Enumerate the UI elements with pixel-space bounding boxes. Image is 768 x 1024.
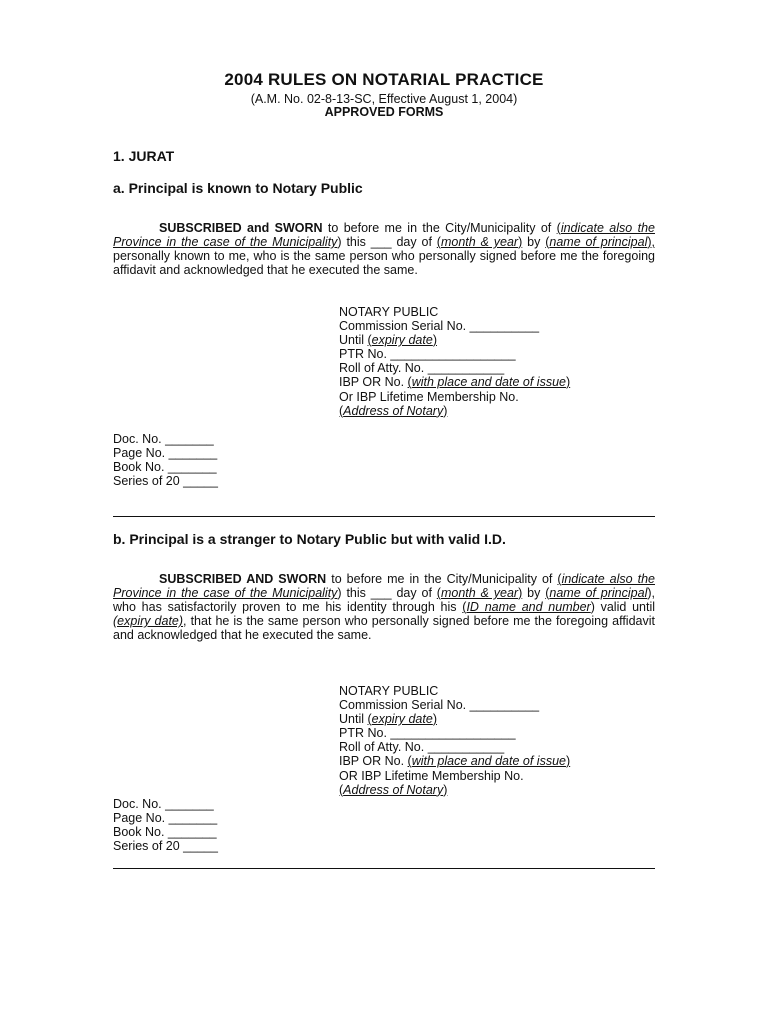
ibp-close: ) (566, 375, 571, 390)
form-b-text: ), who has satisfactorily proven to me his identity through his (113, 586, 655, 615)
series: Series of 20 _____ (113, 839, 218, 854)
form-b-placeholder-principal: name of principal (549, 586, 648, 601)
ibp-value: with place and date of issue (411, 375, 566, 390)
form-a-paragraph (113, 221, 655, 277)
document-subtitle: (A.M. No. 02-8-13-SC, Effective August 1, 2004) (250, 92, 518, 106)
form-a-text: ) this ___ day of (337, 235, 437, 250)
ibp-open: ( (407, 754, 412, 769)
until-value: expiry date (371, 712, 433, 727)
form-b-placeholder-province: indicate also the Province in the case of the Municipality (113, 572, 655, 601)
until-line (339, 712, 570, 726)
form-b-text: , that he is the same person who personally signed before me the foregoing affidavit and acknowledged that he executed the same. (113, 614, 655, 643)
form-b-subscribed: SUBSCRIBED AND SWORN (159, 572, 327, 586)
page-number: Page No. _______ (113, 446, 218, 461)
book-number: Book No. _______ (113, 825, 217, 840)
form-a-text: ( (556, 221, 561, 235)
form-a-text: to before me in the City/Municipality of (322, 221, 557, 235)
form-b-paragraph (113, 572, 655, 642)
roll-of-atty: Roll of Atty. No. ___________ (339, 361, 505, 376)
form-a-heading: a. Principal is known to Notary Public (113, 180, 363, 196)
ibp-label: IBP OR No. (339, 754, 408, 769)
form-a-text: ( (436, 235, 441, 250)
commission-serial: Commission Serial No. __________ (339, 319, 540, 334)
form-b-placeholder-expiry: (expiry date) (113, 614, 184, 629)
divider-rule (113, 516, 655, 517)
until-close: ) (432, 333, 437, 348)
ibp-line (339, 375, 570, 389)
form-a-subscribed: SUBSCRIBED and SWORN (159, 221, 323, 235)
ptr-number: PTR No. __________________ (339, 347, 516, 362)
form-a-placeholder-principal: name of principal (549, 235, 648, 250)
until-label: Until (339, 712, 368, 727)
form-a-placeholder-province: indicate also the Province in the case of the Municipality (113, 221, 655, 250)
form-a-text: ) (518, 235, 523, 250)
form-a-text: personally known to me, who is the same person who personally signed before me the foregoing affidavit and acknowledged that he executed the same. (113, 249, 655, 278)
doc-number: Doc. No. _______ (113, 432, 214, 446)
form-b-text: by (522, 586, 546, 601)
ibp-open: ( (407, 375, 412, 390)
book-number: Book No. _______ (113, 460, 217, 475)
section-heading-jurat: 1. JURAT (113, 148, 175, 164)
until-value: expiry date (371, 333, 433, 348)
form-b-text: ) valid until (590, 600, 655, 615)
roll-of-atty: Roll of Atty. No. ___________ (339, 740, 505, 755)
form-b-text: ) (518, 586, 523, 601)
until-close: ) (432, 712, 437, 727)
form-a-doc-block (113, 432, 218, 488)
divider-rule-bottom (113, 868, 655, 869)
form-a-text: ( (545, 235, 550, 250)
address-line (339, 783, 570, 797)
addr-close: ) (443, 782, 448, 797)
notary-title: NOTARY PUBLIC (339, 305, 439, 319)
address-line (339, 404, 570, 418)
addr-close: ) (443, 403, 448, 418)
page-number: Page No. _______ (113, 811, 218, 826)
form-a-placeholder-month-year: month & year (440, 235, 519, 250)
until-open: ( (367, 712, 372, 727)
ibp-value: with place and date of issue (411, 754, 566, 769)
form-b-doc-block (113, 797, 218, 853)
ibp-lifetime: OR IBP Lifetime Membership No. (339, 768, 524, 783)
form-a-notary-block (339, 305, 570, 418)
form-b-text: ( (436, 586, 441, 601)
form-b-heading: b. Principal is a stranger to Notary Public but with valid I.D. (113, 531, 506, 547)
until-line (339, 333, 570, 347)
form-a-text: by (522, 235, 546, 250)
form-b-text: ( (462, 600, 467, 615)
form-b-placeholder-month-year: month & year (440, 586, 519, 601)
form-b-text: ) this ___ day of (337, 586, 437, 601)
document-title: 2004 RULES ON NOTARIAL PRACTICE (224, 70, 544, 89)
addr-open: ( (339, 403, 344, 418)
form-b-text: ( (557, 572, 562, 586)
form-b-notary-block (339, 684, 570, 797)
ibp-line (339, 754, 570, 768)
series: Series of 20 _____ (113, 474, 218, 489)
notary-title: NOTARY PUBLIC (339, 684, 439, 698)
ibp-label: IBP OR No. (339, 375, 408, 390)
ibp-close: ) (566, 754, 571, 769)
ptr-number: PTR No. __________________ (339, 726, 516, 741)
addr-value: Address of Notary (343, 782, 444, 797)
approved-forms-label: APPROVED FORMS (324, 105, 444, 119)
form-b-text: ( (545, 586, 550, 601)
form-a-text: ), (647, 235, 655, 250)
form-b-text: to before me in the City/Municipality of (326, 572, 558, 586)
form-b-placeholder-id: ID name and number (466, 600, 591, 615)
until-open: ( (367, 333, 372, 348)
until-label: Until (339, 333, 368, 348)
commission-serial: Commission Serial No. __________ (339, 698, 540, 713)
addr-value: Address of Notary (343, 403, 444, 418)
ibp-lifetime: Or IBP Lifetime Membership No. (339, 389, 519, 404)
doc-number: Doc. No. _______ (113, 797, 214, 811)
addr-open: ( (339, 782, 344, 797)
